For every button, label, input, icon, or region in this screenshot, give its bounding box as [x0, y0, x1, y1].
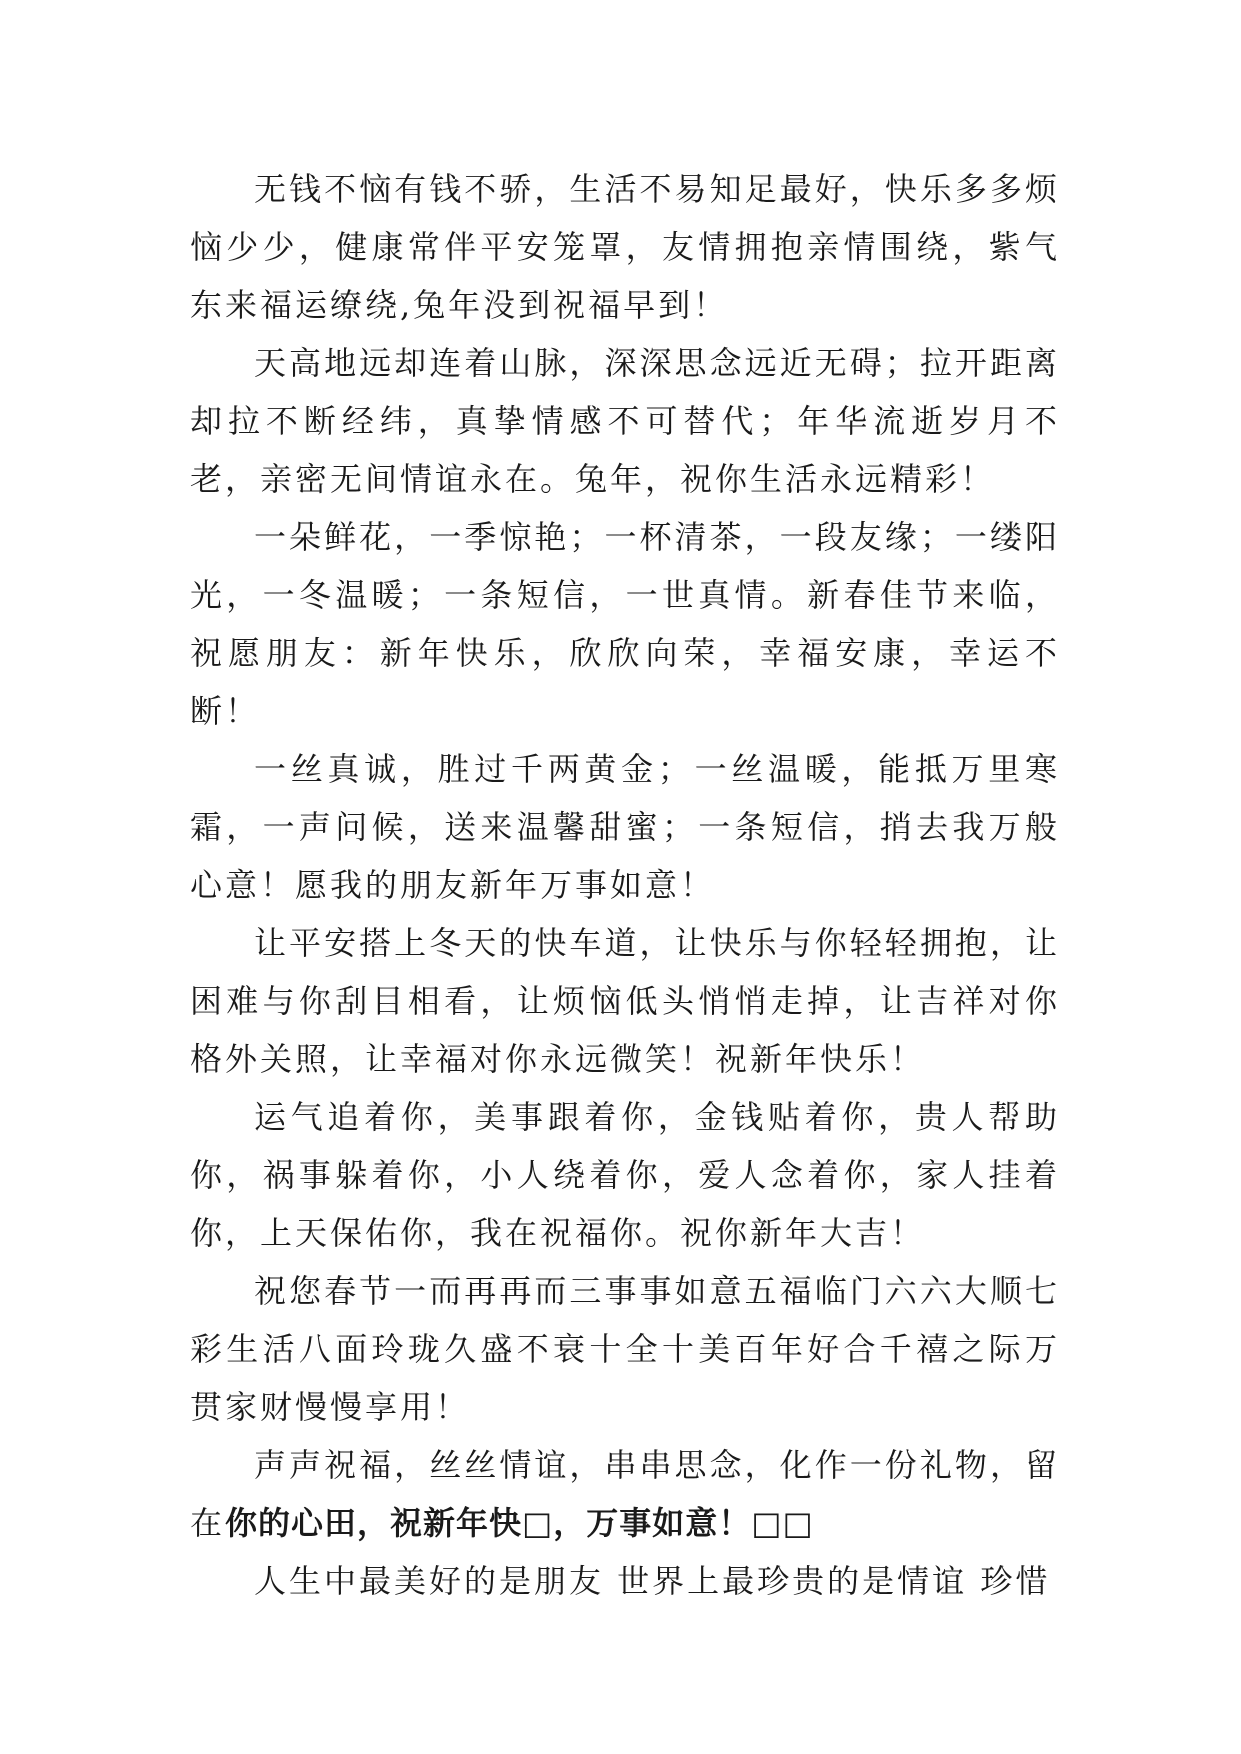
paragraph-5: 让平安搭上冬天的快车道，让快乐与你轻轻拥抱，让困难与你刮目相看，让烦恼低头悄悄走掉，让吉祥对你格外关照，让幸福对你永远微笑！祝新年快乐！: [190, 924, 1060, 1078]
paragraph-8-head: 声声祝福，丝丝情谊，串串思念，化作一份礼物，留在: [190, 1446, 1060, 1542]
paragraph-8-tail: 你的心田，祝新年快□，万事如意！□□: [225, 1504, 814, 1542]
paragraph-9: 人生中最美好的是朋友 世界上最珍贵的是情谊 珍惜: [254, 1562, 1051, 1600]
paragraph-1: 无钱不恼有钱不骄，生活不易知足最好，快乐多多烦恼少少，健康常伴平安笼罩，友情拥抱亲情围绕，紫气东来福运缭绕,兔年没到祝福早到！: [190, 170, 1060, 324]
paragraph-6: 运气追着你，美事跟着你，金钱贴着你，贵人帮助你，祸事躲着你，小人绕着你，爱人念着你，家人挂着你，上天保佑你，我在祝福你。祝你新年大吉！: [190, 1098, 1060, 1252]
paragraph-3: 一朵鲜花，一季惊艳；一杯清茶，一段友缘；一缕阳光，一冬温暖；一条短信，一世真情。新春佳节来临，祝愿朋友：新年快乐，欣欣向荣，幸福安康，幸运不断！: [190, 518, 1060, 730]
paragraph-2: 天高地远却连着山脉，深深思念远近无碍；拉开距离却拉不断经纬，真挚情感不可替代；年华流逝岁月不老，亲密无间情谊永在。兔年，祝你生活永远精彩！: [190, 344, 1060, 498]
document-body: [190, 160, 1060, 1610]
paragraph-8: [190, 1436, 1060, 1552]
paragraph-4: 一丝真诚，胜过千两黄金；一丝温暖，能抵万里寒霜，一声问候，送来温馨甜蜜；一条短信，捎去我万般心意！愿我的朋友新年万事如意！: [190, 750, 1060, 904]
paragraph-7: 祝您春节一而再再而三事事如意五福临门六六大顺七彩生活八面玲珑久盛不衰十全十美百年好合千禧之际万贯家财慢慢享用！: [190, 1272, 1060, 1426]
